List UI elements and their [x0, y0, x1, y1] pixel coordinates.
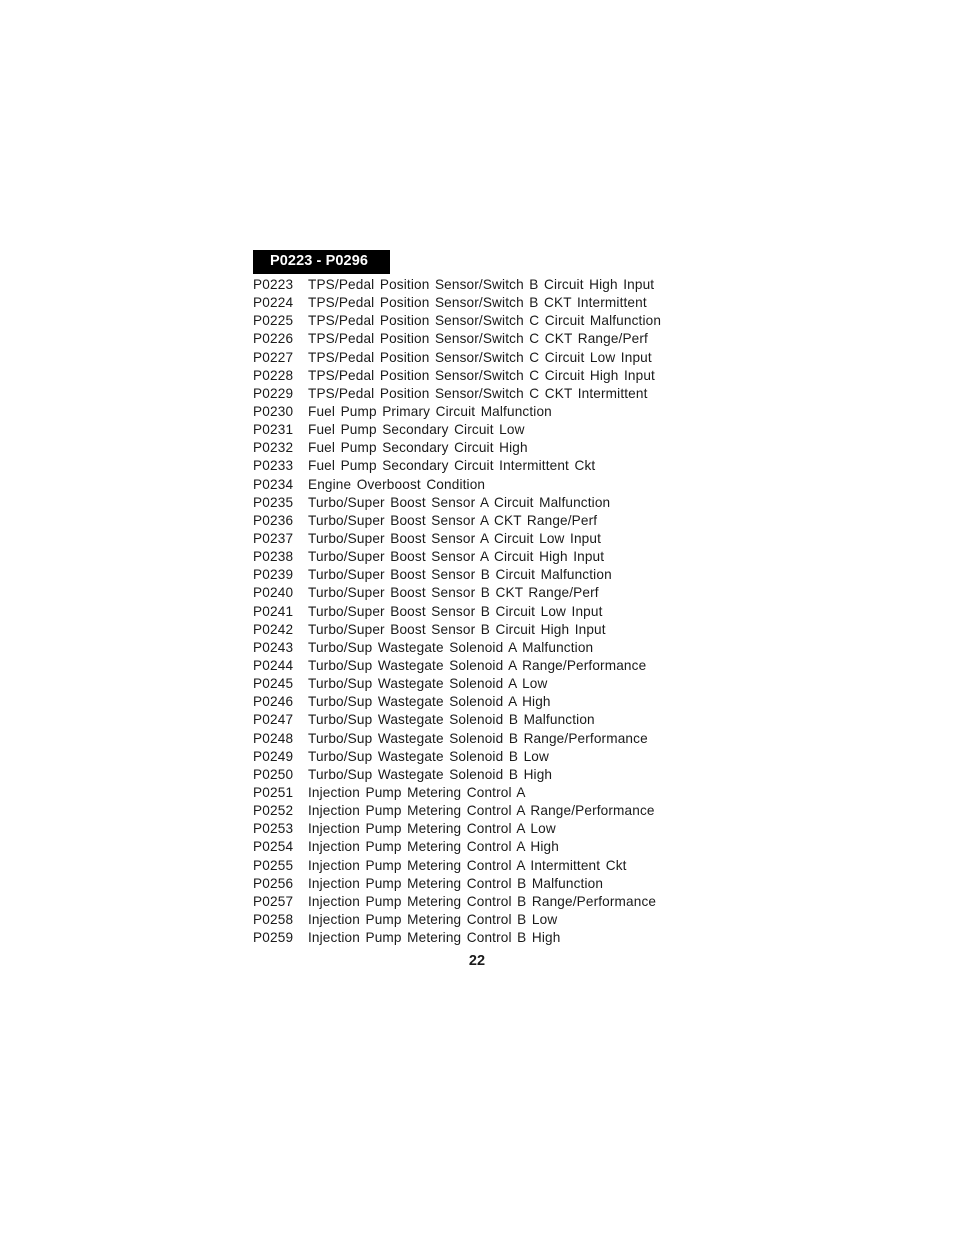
- code-description: Turbo/Super Boost Sensor B Circuit Low Input: [308, 603, 603, 619]
- code-row: [253, 276, 661, 294]
- code-description: Turbo/Sup Wastegate Solenoid A Low: [308, 676, 548, 692]
- code-description: Injection Pump Metering Control B Low: [308, 911, 558, 927]
- code-description: TPS/Pedal Position Sensor/Switch B Circuit High Input: [308, 277, 655, 292]
- code-id: P0242: [253, 621, 294, 637]
- code-row: [253, 421, 661, 439]
- code-description: Injection Pump Metering Control B Range/Performance: [308, 893, 657, 909]
- code-row: [253, 494, 661, 512]
- code-description: Injection Pump Metering Control B Malfunction: [308, 875, 604, 891]
- code-id: P0235: [253, 494, 294, 510]
- code-id: P0249: [253, 748, 294, 764]
- code-id: P0234: [253, 476, 294, 492]
- code-row: [253, 294, 661, 312]
- code-row: [253, 893, 661, 911]
- code-row: [253, 693, 661, 711]
- code-description: Turbo/Sup Wastegate Solenoid A High: [308, 694, 551, 710]
- code-id: P0255: [253, 857, 294, 873]
- section-header: P0223 - P0296: [253, 250, 390, 274]
- code-id: P0243: [253, 639, 294, 655]
- code-id: P0230: [253, 403, 294, 419]
- code-description: Injection Pump Metering Control A Low: [308, 821, 556, 837]
- code-row: [253, 857, 661, 875]
- code-description: TPS/Pedal Position Sensor/Switch B CKT Intermittent: [308, 295, 647, 311]
- code-id: P0244: [253, 657, 294, 673]
- code-description: Injection Pump Metering Control B High: [308, 930, 561, 946]
- code-row: [253, 457, 661, 475]
- code-row: [253, 766, 661, 784]
- code-id: P0227: [253, 349, 294, 365]
- code-id: P0236: [253, 512, 294, 528]
- code-description: Turbo/Super Boost Sensor A Circuit Malfunction: [308, 494, 611, 510]
- code-row: [253, 838, 661, 856]
- code-row: [253, 330, 661, 348]
- code-row: [253, 403, 661, 421]
- code-row: [253, 584, 661, 602]
- code-row: [253, 784, 661, 802]
- code-id: P0253: [253, 821, 294, 837]
- code-description: Turbo/Sup Wastegate Solenoid A Range/Performance: [308, 657, 647, 673]
- code-description: Fuel Pump Primary Circuit Malfunction: [308, 403, 552, 419]
- code-row: [253, 367, 661, 385]
- code-id: P0252: [253, 803, 294, 819]
- code-description: TPS/Pedal Position Sensor/Switch C CKT Range/Perf: [308, 331, 648, 347]
- code-id: P0240: [253, 585, 294, 601]
- code-id: P0229: [253, 385, 294, 401]
- code-row: [253, 566, 661, 584]
- code-row: [253, 639, 661, 657]
- code-description: Turbo/Sup Wastegate Solenoid B Range/Performance: [308, 730, 648, 746]
- code-id: P0251: [253, 784, 294, 800]
- code-description: Turbo/Super Boost Sensor A CKT Range/Perf: [308, 512, 598, 528]
- code-description: Fuel Pump Secondary Circuit Intermittent Ckt: [308, 458, 596, 474]
- code-description: Turbo/Super Boost Sensor B Circuit High Input: [308, 621, 606, 637]
- code-description: Turbo/Sup Wastegate Solenoid A Malfunction: [308, 639, 594, 655]
- code-row: [253, 548, 661, 566]
- code-row: [253, 312, 661, 330]
- code-id: P0238: [253, 549, 294, 565]
- code-id: P0224: [253, 295, 294, 311]
- code-id: P0223: [253, 277, 294, 292]
- code-description: Engine Overboost Condition: [308, 476, 486, 492]
- code-row: [253, 512, 661, 530]
- code-row: [253, 476, 661, 494]
- code-row: [253, 530, 661, 548]
- code-description: Turbo/Super Boost Sensor B CKT Range/Perf: [308, 585, 599, 601]
- code-description: Fuel Pump Secondary Circuit High: [308, 440, 528, 456]
- code-description: Turbo/Sup Wastegate Solenoid B High: [308, 766, 553, 782]
- code-description: Injection Pump Metering Control A High: [308, 839, 559, 855]
- code-description: Injection Pump Metering Control A: [308, 784, 526, 800]
- code-id: P0256: [253, 875, 294, 891]
- page-number: 22: [468, 953, 486, 969]
- code-row: [253, 875, 661, 893]
- code-row: [253, 385, 661, 403]
- code-id: P0254: [253, 839, 294, 855]
- code-id: P0246: [253, 694, 294, 710]
- code-row: [253, 657, 661, 675]
- code-description: TPS/Pedal Position Sensor/Switch C Circuit Malfunction: [308, 313, 662, 329]
- code-row: [253, 621, 661, 639]
- code-description: Injection Pump Metering Control A Intermittent Ckt: [308, 857, 627, 873]
- code-row: [253, 911, 661, 929]
- code-id: P0250: [253, 766, 294, 782]
- code-id: P0233: [253, 458, 294, 474]
- code-row: [253, 603, 661, 621]
- code-list: [253, 276, 661, 947]
- code-row: [253, 820, 661, 838]
- code-id: P0245: [253, 676, 294, 692]
- code-description: Turbo/Sup Wastegate Solenoid B Malfunction: [308, 712, 595, 728]
- code-description: Fuel Pump Secondary Circuit Low: [308, 422, 525, 438]
- code-id: P0237: [253, 530, 294, 546]
- code-id: P0228: [253, 367, 294, 383]
- code-row: [253, 439, 661, 457]
- code-id: P0241: [253, 603, 294, 619]
- code-id: P0226: [253, 331, 294, 347]
- code-description: TPS/Pedal Position Sensor/Switch C CKT Intermittent: [308, 385, 648, 401]
- code-id: P0247: [253, 712, 294, 728]
- code-id: P0231: [253, 422, 294, 438]
- code-description: Turbo/Sup Wastegate Solenoid B Low: [308, 748, 549, 764]
- code-description: Turbo/Super Boost Sensor A Circuit Low Input: [308, 530, 602, 546]
- code-row: [253, 929, 661, 947]
- code-row: [253, 675, 661, 693]
- code-row: [253, 711, 661, 729]
- code-row: [253, 730, 661, 748]
- code-id: P0257: [253, 893, 294, 909]
- code-id: P0248: [253, 730, 294, 746]
- code-row: [253, 748, 661, 766]
- code-id: P0225: [253, 313, 294, 329]
- code-id: P0239: [253, 567, 294, 583]
- code-id: P0258: [253, 911, 294, 927]
- code-description: TPS/Pedal Position Sensor/Switch C Circuit Low Input: [308, 349, 652, 365]
- code-id: P0232: [253, 440, 294, 456]
- code-description: Turbo/Super Boost Sensor B Circuit Malfunction: [308, 567, 612, 583]
- code-description: Turbo/Super Boost Sensor A Circuit High Input: [308, 549, 605, 565]
- code-id: P0259: [253, 930, 294, 946]
- code-description: TPS/Pedal Position Sensor/Switch C Circuit High Input: [308, 367, 655, 383]
- code-row: [253, 802, 661, 820]
- code-row: [253, 349, 661, 367]
- code-description: Injection Pump Metering Control A Range/Performance: [308, 803, 655, 819]
